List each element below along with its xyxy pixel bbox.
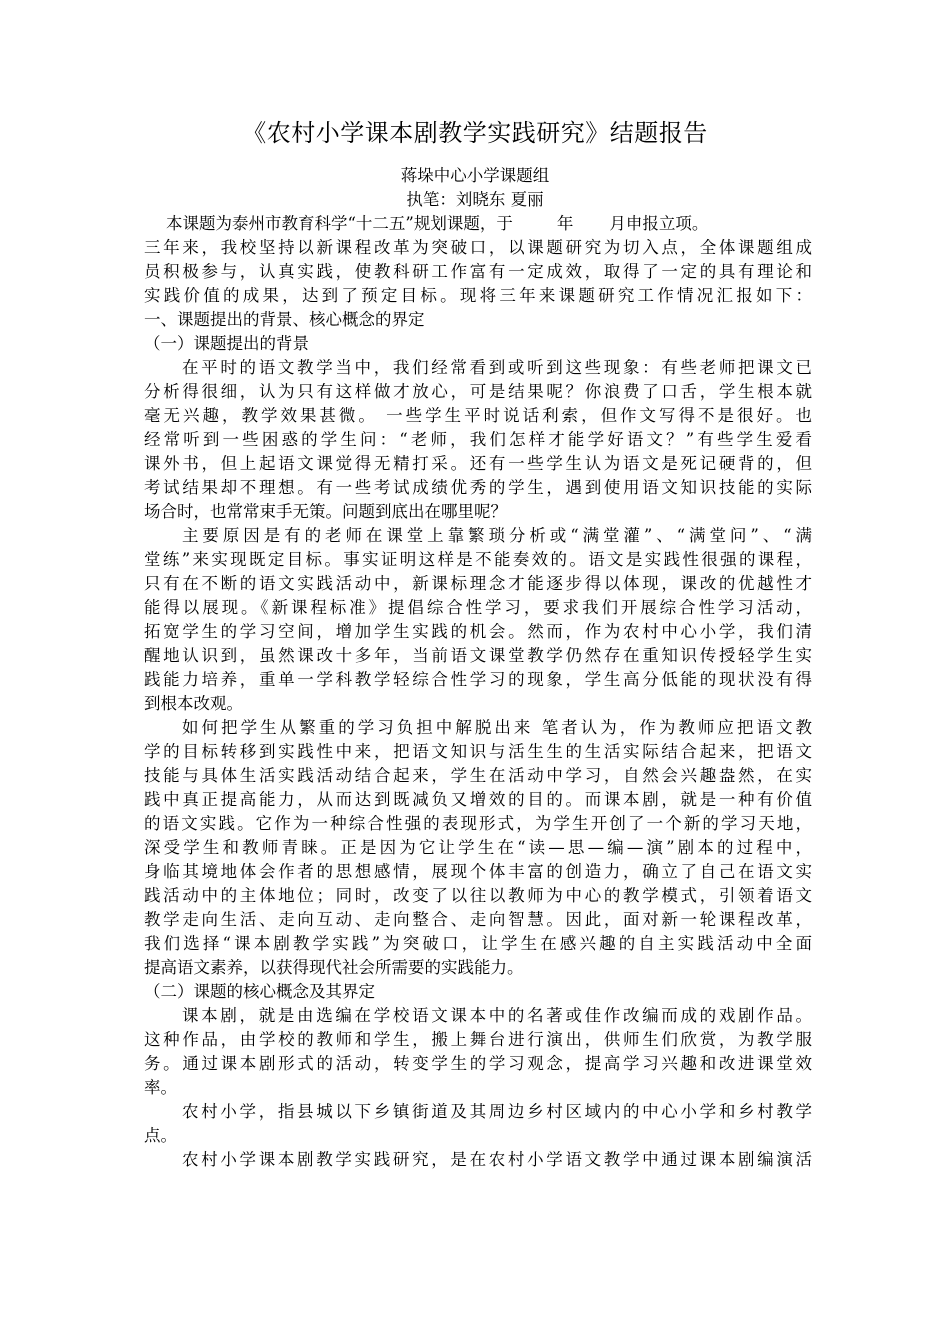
intro-line: 员积极参与，认真实践，使教科研工作富有一定成效，取得了一定的具有理论和	[144, 262, 812, 281]
paragraph-line: 学的目标转移到实践性中来，把语文知识与活生生的生活实际结合起来，把语文	[144, 742, 812, 761]
paragraph-line: 身临其境地体会作者的思想感情，展现个体丰富的创造力，确立了自己在语文实	[144, 862, 812, 881]
paragraph-line: 务。通过课本剧形式的活动，转变学生的学习观念，提高学习兴趣和改进课堂效	[144, 1054, 812, 1073]
paragraph-line: 践中真正提高能力，从而达到既减负又增效的目的。而课本剧，就是一种有价值	[144, 790, 812, 809]
paragraph-line: 场合时，也常常束手无策。问题到底出在哪里呢？	[144, 502, 507, 521]
paragraph-line: 拓宽学生的学习空间，增加学生实践的机会。然而，作为农村中心小学，我们清	[144, 622, 812, 641]
paragraph-line: 考试结果却不理想。有一些考试成绩优秀的学生，遇到使用语文知识技能的实际	[144, 478, 812, 497]
paragraph-definition-3	[144, 1148, 812, 1172]
paragraph-line: 农村小学，指县城以下乡镇街道及其周边乡村区域内的中心小学和乡村教学	[182, 1102, 812, 1121]
subsection-heading: （一）课题提出的背景	[144, 334, 309, 353]
paragraph-line: 堂练”来实现既定目标。事实证明这样是不能奏效的。语文是实践性很强的课程，	[144, 550, 812, 569]
paragraph-line: 这种作品，由学校的教师和学生，搬上舞台进行演出，供师生们欣赏，为教学服	[144, 1030, 812, 1049]
paragraph-line: 率。	[144, 1078, 177, 1097]
paragraph-line: 教学走向生活、走向互动、走向整合、走向智慧。因此，面对新一轮课程改革，	[144, 910, 812, 929]
paragraph-definition-1	[144, 1004, 812, 1100]
paragraph-line: 点。	[144, 1126, 177, 1145]
paragraph-line: 的语文实践。它作为一种综合性强的表现形式，为学生开创了一个新的学习天地，	[144, 814, 812, 833]
paragraph-background-3	[144, 716, 812, 980]
paragraph-line: 我们选择“课本剧教学实践”为突破口，让学生在感兴趣的自主实践活动中全面	[144, 934, 812, 953]
intro-line: 实践价值的成果，达到了预定目标。现将三年来课题研究工作情况汇报如下：	[144, 286, 812, 305]
paragraph-line: 践活动中的主体地位；同时，改变了以往以教师为中心的教学模式，引领着语文	[144, 886, 812, 905]
paragraph-line: 经常听到一些困惑的学生问：“老师，我们怎样才能学好语文？”有些学生爱看	[144, 430, 812, 449]
intro-text-a: 本课题为泰州市教育科学“十二五”规划课题，于	[166, 214, 513, 233]
subsection-heading: （二）课题的核心概念及其界定	[144, 982, 375, 1001]
report-body	[144, 212, 812, 1172]
intro-line	[144, 212, 812, 236]
paragraph-line: 能得以展现。《新课程标准》提倡综合性学习，要求我们开展综合性学习活动，	[144, 598, 812, 617]
report-title: 《农村小学课本剧教学实践研究》结题报告	[242, 119, 708, 147]
section-heading: 一、课题提出的背景、核心概念的界定	[144, 310, 425, 329]
paragraph-line: 分析得很细，认为只有这样做才放心，可是结果呢？你浪费了口舌，学生根本就	[144, 382, 812, 401]
intro-line: 三年来，我校坚持以新课程改革为突破口，以课题研究为切入点，全体课题组成	[144, 238, 812, 257]
intro-text-b: 年	[556, 214, 574, 233]
paragraph-line: 只有在不断的语文实践活动中，新课标理念才能逐步得以体现，课改的优越性才	[144, 574, 812, 593]
paragraph-line: 到根本改观。	[144, 694, 243, 713]
paragraph-line: 醒地认识到，虽然课改十多年，当前语文课堂教学仍然存在重知识传授轻学生实	[144, 646, 812, 665]
authors-line: 执笔：刘晓东 夏丽	[406, 190, 544, 209]
paragraph-background-1	[144, 356, 812, 524]
paragraph-line: 提高语文素养，以获得现代社会所需要的实践能力。	[144, 958, 524, 977]
paragraph-line: 主要原因是有的老师在课堂上靠繁琐分析或“满堂灌”、“满堂问”、“满	[182, 526, 812, 545]
paragraph-line: 课本剧，就是由选编在学校语文课本中的名著或佳作改编而成的戏剧作品。	[182, 1006, 812, 1025]
paragraph-line: 技能与具体生活实践活动结合起来，学生在活动中学习，自然会兴趣盎然，在实	[144, 766, 812, 785]
paragraph-line: 课外书，但上起语文课觉得无精打采。还有一些学生认为语文是死记硬背的，但	[144, 454, 812, 473]
paragraph-line: 农村小学课本剧教学实践研究，是在农村小学语文教学中通过课本剧编演活	[182, 1150, 812, 1169]
paragraph-line: 践能力培养，重单一学科教学轻综合性学习的现象，学生高分低能的现状没有得	[144, 670, 812, 689]
research-group: 蒋垛中心小学课题组	[400, 166, 550, 185]
paragraph-line: 深受学生和教师青睐。正是因为它让学生在“读—思—编—演”剧本的过程中，	[144, 838, 812, 857]
intro-text-c: 月申报立项。	[609, 214, 709, 233]
paragraph-line: 如何把学生从繁重的学习负担中解脱出来 笔者认为，作为教师应把语文教	[182, 718, 812, 737]
paragraph-line: 毫无兴趣，教学效果甚微。 一些学生平时说话利索，但作文写得不是很好。也	[144, 406, 812, 425]
paragraph-definition-2	[144, 1100, 812, 1148]
paragraph-background-2	[144, 524, 812, 716]
paragraph-line: 在平时的语文教学当中，我们经常看到或听到这些现象：有些老师把课文已	[182, 358, 812, 377]
